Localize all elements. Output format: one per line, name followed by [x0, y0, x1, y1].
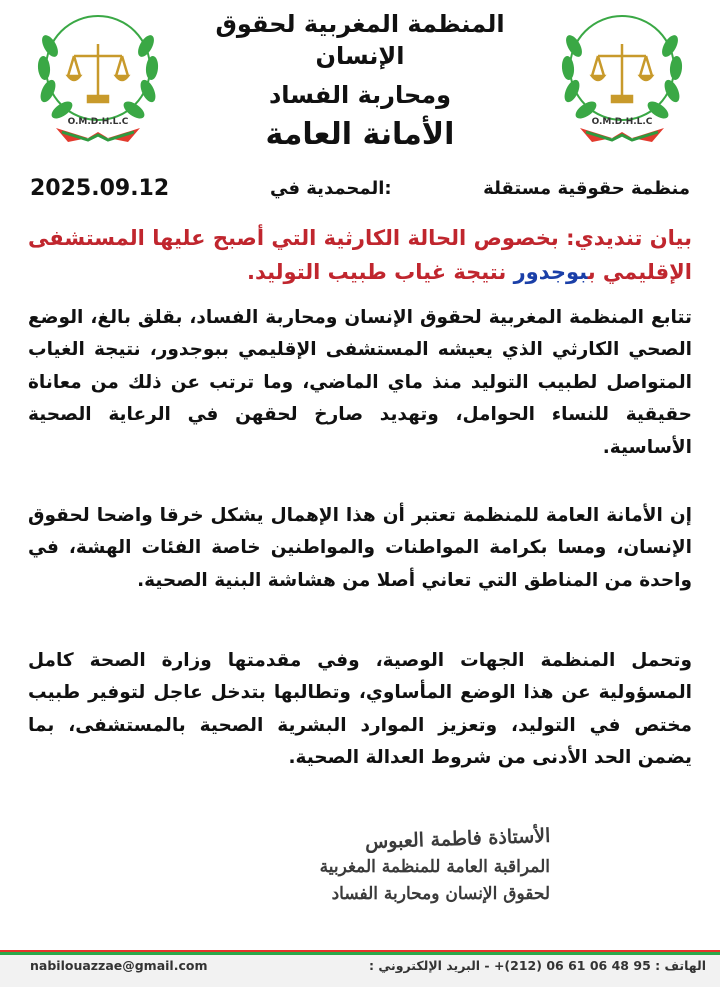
statement-city: بوجدور [513, 259, 588, 284]
document-date: 2025.09.12 [30, 176, 170, 201]
org-name-line1: المنظمة المغربية لحقوق الإنسان [215, 10, 505, 71]
letterhead-title [170, 8, 550, 156]
signatory-title-1: المراقبة العامة للمنظمة المغربية [319, 857, 550, 878]
org-name-line2: ومحاربة الفساد [268, 80, 452, 109]
svg-text:O.M.D.H.L.C: O.M.D.H.L.C [591, 117, 653, 127]
body-paragraph-1: تتابع المنظمة المغربية لحقوق الإنسان ومحاربة الفساد، بقلق بالغ، الوضع الصحي الكارثي الذي يعيشه المستشفى الإقليمي ببوجدور، نتيجة الغياب المتواصل لطبيب التوليد منذ ماي الماضي، وما ترتب عن ذلك من معاناة حقيقية للنساء الحوامل، وتهديد صارخ لحقهن في الرعاية الصحية الأساسية. [28, 307, 692, 458]
date-label: المحمدية في: [270, 178, 392, 199]
svg-text:O.M.D.H.L.C: O.M.D.H.L.C [67, 117, 129, 127]
organization-logo-left [28, 6, 168, 146]
signatory-title-2: لحقوق الإنسان ومحاربة الفساد [331, 883, 550, 904]
org-type: منظمة حقوقية مستقلة [483, 178, 690, 199]
signatory-name: الأستاذة فاطمة العبوس [364, 824, 551, 854]
organization-logo-right [552, 6, 692, 146]
footer-divider [0, 952, 720, 955]
general-secretariat-title: الأمانة العامة [265, 117, 455, 153]
body-paragraph-3: وتحمل المنظمة الجهات الوصية، وفي مقدمتها وزارة الصحة كامل المسؤولية عن هذا الوضع المأساوي، وتطالبها بتدخل عاجل لتوفير طبيب مختص في التوليد، وتعزيز الموارد البشرية الصحية بالمستشفى، بما يضمن الحد الأدنى من شروط العدالة الصحية. [28, 650, 692, 769]
footer-contact: الهاتف : 95 48 06 61 06 (212)+ - البريد الإلكتروني : [369, 958, 706, 973]
body-paragraph-2: إن الأمانة العامة للمنظمة تعتبر أن هذا الإهمال يشكل خرقا واضحا لحقوق الإنسان، ومسا بكرامة المواطنات والمواطنين خاصة الفئات الهشة، في واحدة من المناطق التي تعاني أصلا من هشاشة البنية الصحية. [28, 505, 692, 591]
signature-block [320, 825, 550, 907]
footer-email[interactable]: nabilouazzae@gmail.com [30, 958, 208, 973]
meta-row [30, 178, 690, 208]
statement-title [28, 222, 692, 289]
statement-part2: نتيجة غياب طبيب التوليد. [246, 259, 514, 284]
statement-part1: بيان تنديدي: بخصوص الحالة الكارثية التي أصبح عليها المستشفى الإقليمي ب [28, 226, 692, 284]
